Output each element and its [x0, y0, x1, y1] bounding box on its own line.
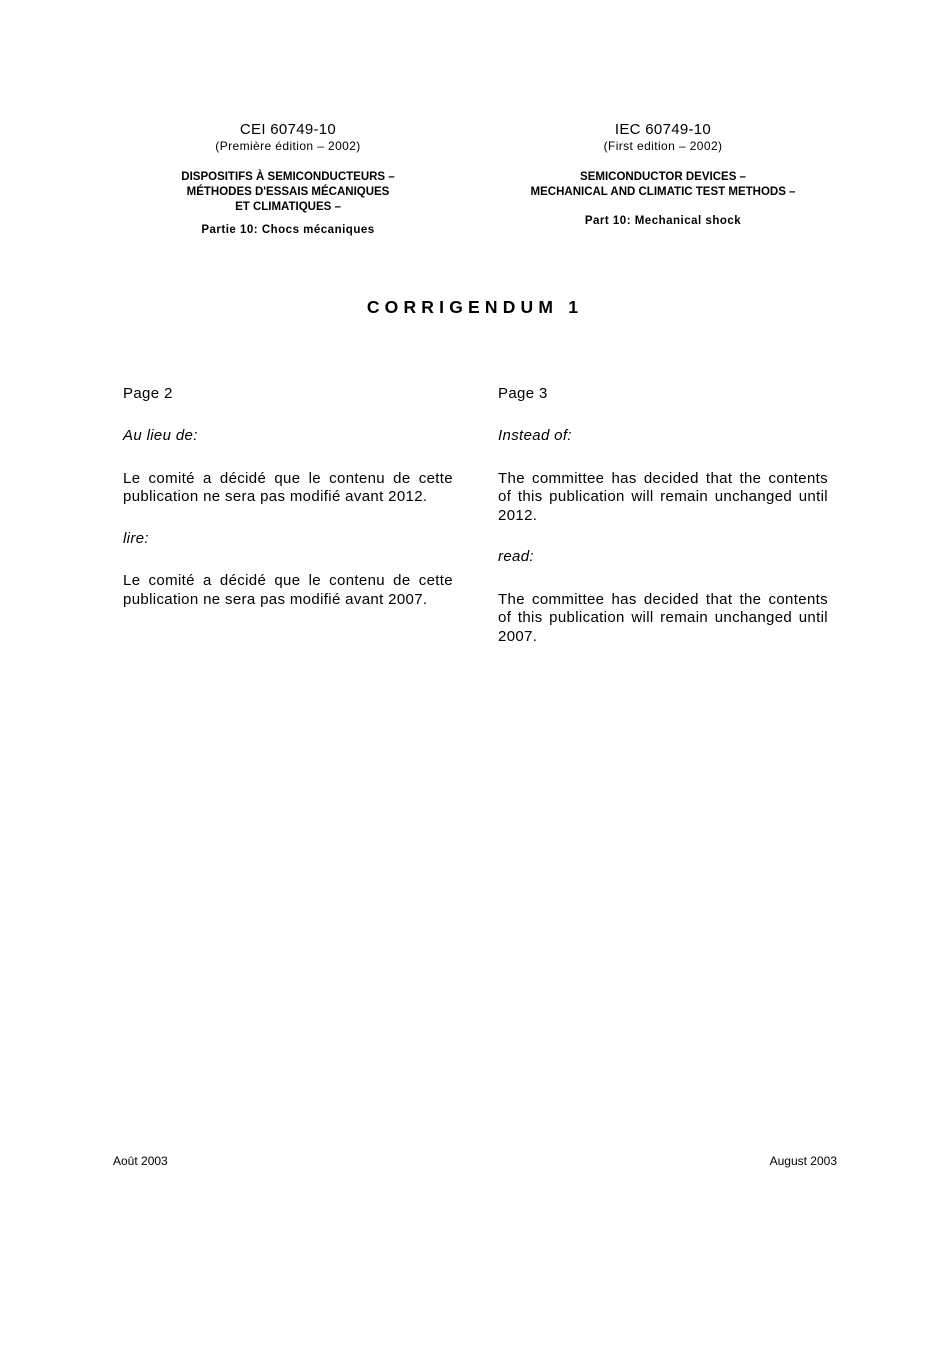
old-text-en: The committee has decided that the contents of this publication will remain unchanged until 2012.	[498, 469, 828, 524]
standard-number-fr: CEI 60749-10	[239, 121, 337, 138]
instead-label-en: Instead of:	[498, 427, 572, 444]
title-en-line2: MECHANICAL AND CLIMATIC TEST METHODS –	[530, 186, 796, 198]
page-reference-en: Page 3	[498, 385, 548, 402]
title-fr-line3: ET CLIMATIQUES –	[235, 201, 341, 213]
title-en	[483, 170, 843, 200]
footer-date-fr: Août 2003	[113, 1154, 168, 1168]
title-fr-line1: DISPOSITIFS À SEMICONDUCTEURS –	[181, 171, 395, 183]
footer-date-en: August 2003	[769, 1154, 837, 1168]
title-fr	[108, 170, 468, 215]
edition-fr: (Première édition – 2002)	[215, 139, 361, 153]
read-label-en: read:	[498, 548, 534, 565]
title-fr-line2: MÉTHODES D'ESSAIS MÉCANIQUES	[186, 186, 390, 198]
part-title-en: Part 10: Mechanical shock	[584, 215, 742, 227]
title-en-line1: SEMICONDUCTOR DEVICES –	[580, 171, 746, 183]
english-header	[483, 121, 843, 229]
french-column	[123, 385, 453, 609]
new-text-en: The committee has decided that the contents of this publication will remain unchanged until 2007.	[498, 590, 828, 645]
page-reference-fr: Page 2	[123, 385, 173, 402]
new-text-fr: Le comité a décidé que le contenu de cette publication ne sera pas modifié avant 2007.	[123, 572, 453, 608]
instead-label-fr: Au lieu de:	[123, 427, 198, 444]
read-label-fr: lire:	[123, 529, 149, 547]
standard-number-en: IEC 60749-10	[614, 121, 712, 138]
english-column	[498, 385, 828, 646]
french-header	[108, 121, 468, 238]
edition-en: (First edition – 2002)	[603, 139, 723, 153]
corrigendum-heading: CORRIGENDUM 1	[366, 297, 584, 317]
old-text-fr: Le comité a décidé que le contenu de cette publication ne sera pas modifié avant 2012.	[123, 469, 453, 505]
part-title-fr: Partie 10: Chocs mécaniques	[201, 224, 375, 236]
